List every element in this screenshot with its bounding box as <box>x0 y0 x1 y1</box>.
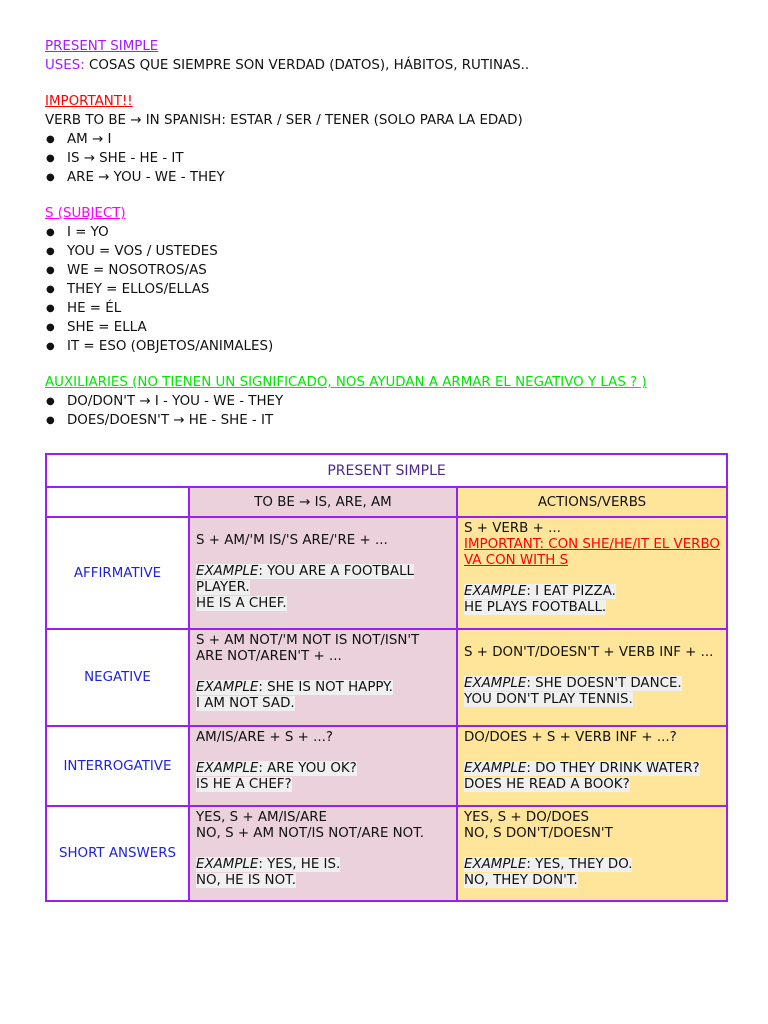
uses-text: COSAS QUE SIEMPRE SON VERDAD (DATOS), HÁBITOS, RUTINAS.. <box>84 58 530 73</box>
document-body <box>45 37 735 430</box>
row-label-interrogative: INTERROGATIVE <box>46 726 189 806</box>
list-item: ● YOU = VOS / USTEDES <box>45 242 735 261</box>
negative-verbs-cell <box>457 629 727 726</box>
rule-text: DO/DOES + S + VERB INF + ...? <box>464 730 677 745</box>
rule-text: S + AM NOT/'M NOT IS NOT/ISN'T ARE NOT/AREN'T + ... <box>196 633 420 664</box>
interrogative-verbs-cell <box>457 726 727 806</box>
rule-text: S + VERB + ... <box>464 521 561 536</box>
important-heading: IMPORTANT!! <box>45 94 133 109</box>
list-item: ● ARE → YOU - WE - THEY <box>45 168 735 187</box>
short-answers-verbs-cell <box>457 806 727 901</box>
rule-text: YES, S + AM/IS/ARE <box>196 810 327 825</box>
example-text: HE IS A CHEF. <box>196 596 287 611</box>
rule-text: NO, S DON'T/DOESN'T <box>464 826 613 841</box>
example-text: NO, THEY DON'T. <box>464 873 578 888</box>
present-simple-table <box>45 453 728 902</box>
rule-text: S + AM/'M IS/'S ARE/'RE + ... <box>196 533 388 548</box>
to-be-list <box>45 130 735 187</box>
interrogative-to-be-cell <box>189 726 457 806</box>
rule-text: AM/IS/ARE + S + ...? <box>196 730 333 745</box>
list-item: ● HE = ÉL <box>45 299 735 318</box>
example-text: EXAMPLE: SHE DOESN'T DANCE. <box>464 676 682 691</box>
row-label-negative: NEGATIVE <box>46 629 189 726</box>
example-text: DOES HE READ A BOOK? <box>464 777 630 792</box>
example-text: EXAMPLE: YES, HE IS. <box>196 857 341 872</box>
list-item: ● WE = NOSOTROS/AS <box>45 261 735 280</box>
list-item: ● SHE = ELLA <box>45 318 735 337</box>
example-text: EXAMPLE: YOU ARE A FOOTBALL PLAYER. <box>196 564 414 595</box>
list-item: ● AM → I <box>45 130 735 149</box>
list-item: ● DO/DON'T → I - YOU - WE - THEY <box>45 392 735 411</box>
example-text: EXAMPLE: I EAT PIZZA. <box>464 584 616 599</box>
example-text: EXAMPLE: DO THEY DRINK WATER? <box>464 761 700 776</box>
short-answers-to-be-cell <box>189 806 457 901</box>
affirmative-verbs-cell <box>457 517 727 629</box>
example-text: HE PLAYS FOOTBALL. <box>464 600 607 615</box>
verb-to-be-line: VERB TO BE → IN SPANISH: ESTAR / SER / TENER (SOLO PARA LA EDAD) <box>45 113 523 128</box>
list-item: ● IS → SHE - HE - IT <box>45 149 735 168</box>
subject-list <box>45 223 735 356</box>
example-text: I AM NOT SAD. <box>196 696 295 711</box>
example-text: YOU DON'T PLAY TENNIS. <box>464 692 633 707</box>
column-header-actions: ACTIONS/VERBS <box>457 487 727 517</box>
example-text: EXAMPLE: YES, THEY DO. <box>464 857 633 872</box>
uses-line <box>45 56 735 75</box>
negative-to-be-cell <box>189 629 457 726</box>
example-text: NO, HE IS NOT. <box>196 873 296 888</box>
affirmative-to-be-cell <box>189 517 457 629</box>
example-text: EXAMPLE: SHE IS NOT HAPPY. <box>196 680 393 695</box>
doc-title: PRESENT SIMPLE <box>45 39 159 54</box>
column-header-to-be: TO BE → IS, ARE, AM <box>189 487 457 517</box>
auxiliaries-heading: AUXILIARIES (NO TIENEN UN SIGNIFICADO, NOS AYUDAN A ARMAR EL NEGATIVO Y LAS ? ) <box>45 375 647 390</box>
table-title: PRESENT SIMPLE <box>46 454 727 487</box>
example-text: IS HE A CHEF? <box>196 777 292 792</box>
example-text: EXAMPLE: ARE YOU OK? <box>196 761 357 776</box>
list-item: ● I = YO <box>45 223 735 242</box>
list-item: ● DOES/DOESN'T → HE - SHE - IT <box>45 411 735 430</box>
row-label-short-answers: SHORT ANSWERS <box>46 806 189 901</box>
rule-text: S + DON'T/DOESN'T + VERB INF + ... <box>464 645 714 660</box>
subject-heading: S (SUBJECT) <box>45 206 126 221</box>
rule-text: NO, S + AM NOT/IS NOT/ARE NOT. <box>196 826 425 841</box>
row-label-affirmative: AFFIRMATIVE <box>46 517 189 629</box>
rule-text: YES, S + DO/DOES <box>464 810 590 825</box>
auxiliaries-list <box>45 392 735 430</box>
list-item: ● IT = ESO (OBJETOS/ANIMALES) <box>45 337 735 356</box>
uses-label: USES: <box>45 58 85 73</box>
corner-cell <box>46 487 189 517</box>
list-item: ● THEY = ELLOS/ELLAS <box>45 280 735 299</box>
important-note: IMPORTANT: CON SHE/HE/IT EL VERBO VA CON WITH S <box>464 537 720 568</box>
